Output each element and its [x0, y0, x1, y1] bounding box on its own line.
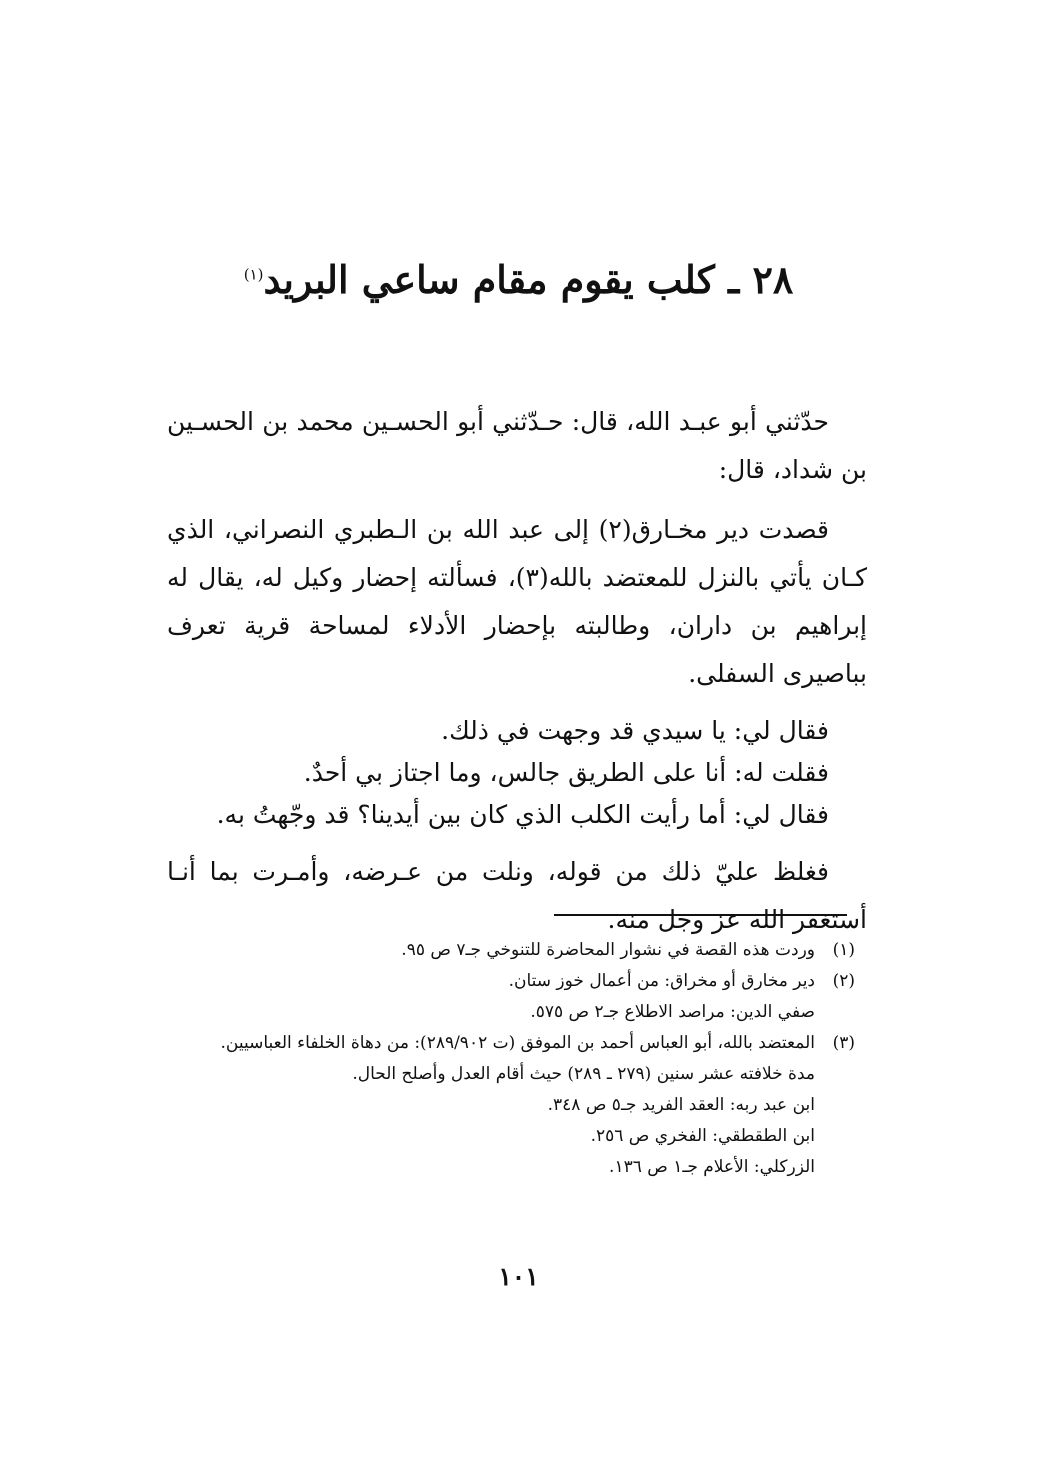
dialogue-block: [167, 710, 867, 836]
chapter-title-text: ٢٨ ـ كلب يقوم مقام ساعي البريد: [263, 257, 794, 302]
dialogue-line: فقال لي: أما رأيت الكلب الذي كان بين أيدينا؟ قد وجّهتُ به.: [216, 800, 829, 829]
paragraph-line: قصدت دير مخـارق(٢) إلى عبد الله بن الـطبري النصراني، الذي كـان: [167, 515, 867, 592]
footnote-line: وردت هذه القصة في نشوار المحاضرة للتنوخي جـ٧ ص ٩٥.: [401, 940, 815, 960]
paragraph-isnad: [167, 398, 867, 494]
paragraph-line: فغلظ عليّ ذلك من قوله، ونلت من عـرضه، وأمـرت بما أنـا أستغفر: [167, 857, 867, 934]
paragraph-story: [167, 506, 867, 698]
paragraph-line: حدّثني أبو عبـد الله، قال: حـدّثني أبو الحسـين محمد بن الحسـين بن: [167, 407, 867, 484]
footnote-separator: [554, 914, 847, 916]
footnote-body: [165, 966, 815, 1028]
footnote-line: ابن عبد ربه: العقد الفريد جـ٥ ص ٣٤٨.: [547, 1095, 815, 1115]
footnote-number: (٢): [832, 971, 855, 991]
footnote-line: دير مخارق أو مخراق: من أعمال خوز ستان.: [508, 971, 815, 991]
dialogue-line: فقال لي: يا سيدي قد وجهت في ذلك.: [441, 716, 829, 745]
footnote-number: (٣): [832, 1033, 855, 1053]
footnote-number: (١): [832, 940, 855, 960]
footnote-line: ابن الطقطقي: الفخري ص ٢٥٦.: [590, 1126, 815, 1146]
dialogue-line: فقلت له: أنا على الطريق جالس، وما اجتاز بي أحدٌ.: [303, 758, 829, 787]
chapter-title: [0, 252, 1037, 308]
footnote-line: مدة خلافته عشر سنين (٢٧٩ ـ ٢٨٩) حيث أقام العدل وأصلح الحال.: [352, 1064, 815, 1084]
footnote-2: [165, 966, 855, 1028]
main-text: [167, 398, 867, 956]
footnote-line: صفي الدين: مراصد الاطلاع جـ٢ ص ٥٧٥.: [530, 1002, 815, 1022]
paragraph-line: يأتي بالنزل للمعتضد بالله(٣)، فسألته إحضار وكيل له، يقال له إبراهيم بن: [167, 563, 867, 640]
paragraph-line: الله عز وجل منه.: [607, 905, 786, 934]
paragraph-closing: [167, 848, 867, 944]
footnotes: [165, 935, 855, 1183]
footnote-line: المعتضد بالله، أبو العباس أحمد بن الموفق (ت ٢٨٩/٩٠٢): من دهاة الخلفاء العباسيين.: [220, 1033, 815, 1053]
footnote-line: الزركلي: الأعلام جـ١ ص ١٣٦.: [609, 1157, 815, 1177]
title-footnote-ref: (١): [243, 265, 264, 284]
footnote-body: [165, 1028, 815, 1183]
page-number: ١٠١: [498, 1262, 539, 1291]
footnote-1: [165, 935, 855, 966]
footnote-body: [165, 935, 815, 966]
footnote-3: [165, 1028, 855, 1183]
paragraph-line: شداد، قال:: [718, 455, 834, 484]
paragraph-line: داران، وطالبته بإحضار الأدلاء لمساحة قرية تعرف بباصيرى السفلى.: [167, 611, 867, 688]
